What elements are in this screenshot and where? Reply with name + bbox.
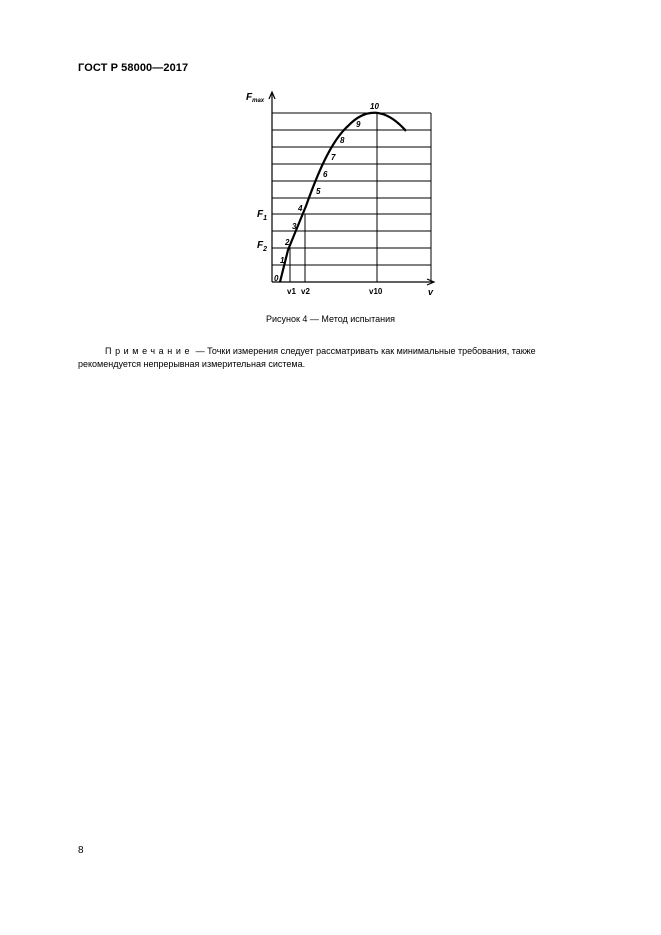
y-axis-arrow bbox=[269, 92, 275, 99]
point-label: 5 bbox=[316, 187, 321, 196]
force-curve bbox=[280, 113, 406, 282]
grid bbox=[272, 113, 431, 282]
x-tick-label: v2 bbox=[301, 287, 310, 296]
point-label: 10 bbox=[370, 102, 379, 111]
x-tick-label: v1 bbox=[287, 287, 296, 296]
point-label: 0 bbox=[274, 274, 279, 283]
note-label: Примечание bbox=[105, 346, 194, 356]
note-text-line1: — Точки измерения следует рассматривать как минимальные требования, также bbox=[193, 346, 536, 356]
x-tick-label: v10 bbox=[369, 287, 383, 296]
f1-label: $F_1$ bbox=[257, 209, 268, 222]
point-label: 1 bbox=[280, 256, 285, 265]
f2-label: $F_2$ bbox=[257, 240, 268, 253]
point-label: 7 bbox=[331, 153, 336, 162]
document-header: ГОСТ Р 58000—2017 bbox=[78, 62, 189, 74]
x-axis-arrow bbox=[427, 279, 434, 285]
point-label: 2 bbox=[285, 238, 290, 247]
figure-caption: Рисунок 4 — Метод испытания bbox=[265, 314, 396, 324]
point-label: 3 bbox=[292, 222, 297, 231]
note-text-line2: рекомендуется непрерывная измерительная система. bbox=[78, 359, 306, 369]
point-label: 9 bbox=[356, 120, 361, 129]
x-axis-label: v bbox=[428, 287, 434, 297]
note-paragraph bbox=[78, 345, 614, 371]
point-label: 6 bbox=[323, 170, 328, 179]
point-label: 4 bbox=[298, 204, 303, 213]
page-number: 8 bbox=[78, 845, 84, 856]
point-label: 8 bbox=[340, 136, 345, 145]
axes bbox=[269, 92, 434, 285]
y-axis-label: $F_{max}$ bbox=[246, 92, 265, 104]
